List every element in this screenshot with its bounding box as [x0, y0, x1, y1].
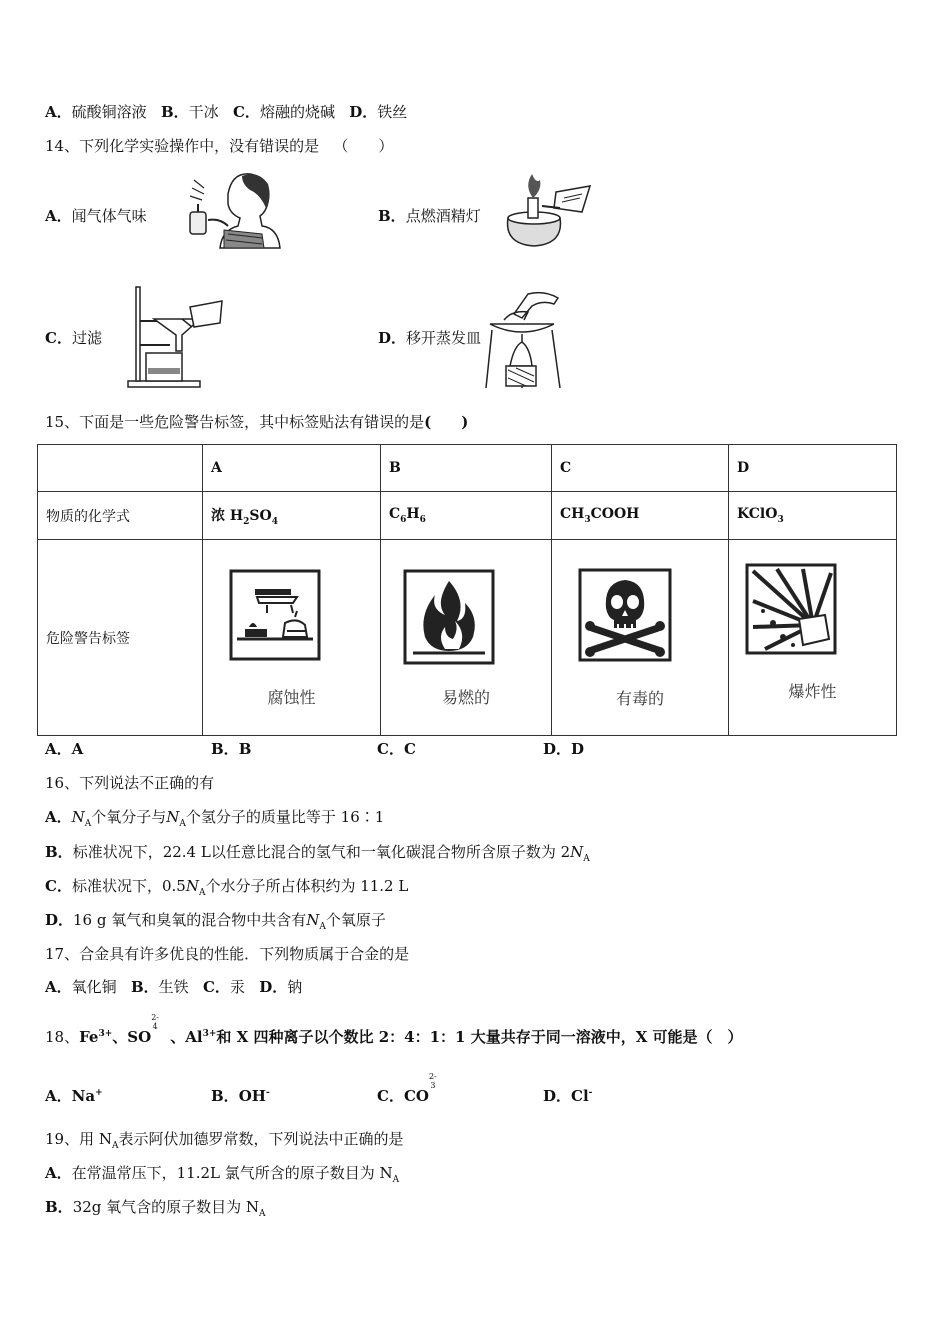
q14-option-d: D．移开蒸发皿	[378, 329, 482, 347]
q14-option-c: C．过滤	[45, 329, 102, 347]
q14-option-a: A．闻气体气味	[45, 207, 147, 225]
table-header-d: D	[729, 445, 897, 492]
label-cell-b	[381, 540, 552, 736]
formula-a: 浓 $H_2SO_4$	[203, 492, 381, 540]
q15-option-b: B．B	[211, 740, 252, 758]
table-cell	[38, 445, 203, 492]
explosion-icon	[743, 561, 839, 657]
q18-option-c: C．CO 2- 3	[377, 1072, 437, 1105]
q15-option-d: D．D	[543, 740, 585, 758]
corrosive-icon	[227, 567, 323, 663]
label-c-text: 有毒的	[615, 689, 664, 708]
q13-option-d: D．铁丝	[349, 103, 408, 121]
q15-option-a: A．A	[45, 740, 84, 758]
label-cell-c	[552, 540, 729, 736]
q15-stem: 15、下面是一些危险警告标签，其中标签贴法有错误的是( )	[45, 413, 469, 431]
filtering-figure	[124, 283, 230, 389]
q15-options	[45, 739, 584, 759]
q17-option-d: D．钠	[259, 978, 303, 996]
hazard-table	[37, 444, 897, 736]
formula-d: KClO$_3$	[729, 492, 897, 540]
label-cell-d	[729, 540, 897, 736]
q17-option-c: C．汞	[202, 978, 245, 996]
formula-row	[38, 492, 897, 540]
q18-option-b: B．OH-	[211, 1087, 270, 1105]
formula-b: $C_6H_6$	[381, 492, 552, 540]
q17-options	[45, 977, 302, 997]
table-header-c: C	[552, 445, 729, 492]
q18-stem: 18、$Fe^{3+}$、SO 2- 4 、$Al^{3+}$和 X 四种离子以个数比 2：4：1：1 大量共存于同一溶液中，X 可能是（ ）	[45, 1013, 743, 1046]
q15-option-c: C．C	[377, 740, 416, 758]
table-header-b: B	[381, 445, 552, 492]
q19-option-b: B．32g 氧气含的原子数目为 $N_A$	[45, 1198, 266, 1219]
q13-option-c: C．熔融的烧碱	[232, 103, 335, 121]
label-d-text: 爆炸性	[788, 682, 837, 701]
q16-option-c: C．标准状况下，$0.5N_A$个水分子所占体积约为 11.2 L	[45, 877, 409, 898]
q13-options	[45, 102, 407, 122]
sulfate-ion: 、SO 2- 4	[112, 1013, 159, 1046]
q14-stem: 14、下列化学实验操作中，没有错误的是 （ ）	[45, 137, 394, 155]
q18-options	[45, 1072, 593, 1106]
evaporating-dish-figure	[484, 290, 564, 390]
q16-option-d: D．16 g 氧气和臭氧的混合物中共含有$N_A$个氧原子	[45, 911, 386, 932]
carbonate-ion: CO 2- 3	[403, 1072, 437, 1105]
skull-icon	[576, 566, 674, 664]
q17-option-b: B．生铁	[130, 978, 189, 996]
q16-option-a: A．$N_A$个氧分子与$N_A$个氢分子的质量比等于 16∶1	[45, 808, 385, 829]
q18-option-d: D．Cl-	[543, 1087, 593, 1105]
label-row	[38, 540, 897, 736]
lighting-lamp-figure	[494, 168, 598, 248]
q19-stem: 19、用 $N_A$表示阿伏加德罗常数，下列说法中正确的是	[45, 1130, 404, 1151]
q13-option-b: B．干冰	[160, 103, 219, 121]
q17-stem: 17、合金具有许多优良的性能．下列物质属于合金的是	[45, 945, 410, 963]
formula-c: $CH_3COOH$	[552, 492, 729, 540]
label-b-text: 易燃的	[441, 688, 490, 707]
q14-option-b: B．点燃酒精灯	[378, 207, 481, 225]
flame-icon	[401, 567, 497, 667]
table-header-a: A	[203, 445, 381, 492]
label-row-label: 危险警告标签	[38, 540, 203, 736]
label-a-text: 腐蚀性	[267, 688, 316, 707]
smelling-gas-figure	[180, 164, 285, 250]
formula-row-label: 物质的化学式	[38, 492, 203, 540]
table-header-row	[38, 445, 897, 492]
q13-option-a: A．硫酸铜溶液	[45, 103, 147, 121]
q16-option-b: B．标准状况下，22.4 L以任意比混合的氢气和一氧化碳混合物所含原子数为 $2N_A$	[45, 843, 590, 864]
label-cell-a	[203, 540, 381, 736]
q17-option-a: A．氧化铜	[45, 978, 117, 996]
q19-option-a: A．在常温常压下，11.2L 氯气所含的原子数目为 $N_A$	[45, 1164, 400, 1185]
q18-option-a: A．Na+	[45, 1087, 103, 1105]
q16-stem: 16、下列说法不正确的有	[45, 774, 215, 792]
